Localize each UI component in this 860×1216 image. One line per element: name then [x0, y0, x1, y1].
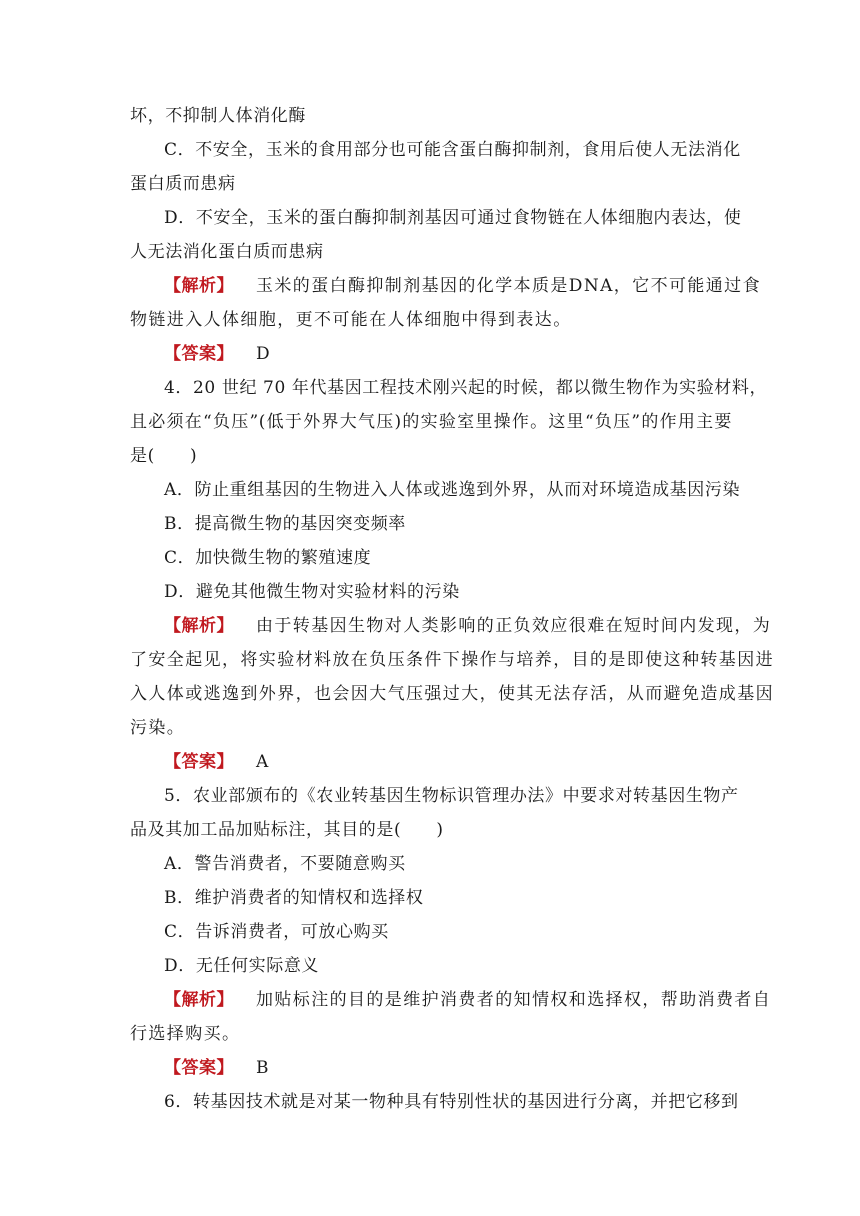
answer-label: 【答案】 [164, 752, 234, 772]
q3-answer-value: D [256, 344, 271, 364]
q4-stem-line2: 且必须在“负压”(低于外界大气压)的实验室里操作。这里“负压”的作用主要 [130, 412, 732, 432]
q5-option-c: C．告诉消费者，可放心购买 [164, 922, 389, 942]
answer-label: 【答案】 [164, 344, 234, 364]
analysis-label: 【解析】 [164, 616, 234, 636]
q6-stem-line1: 6．转基因技术就是对某一物种具有特别性状的基因进行分离，并把它移到 [164, 1092, 739, 1112]
q5-option-d: D．无任何实际意义 [164, 956, 320, 976]
answer-label: 【答案】 [164, 1058, 234, 1078]
q4-option-a: A．防止重组基因的生物进入人体或逃逸到外界，从而对环境造成基因污染 [164, 480, 741, 500]
q4-analysis-line4: 污染。 [130, 718, 186, 738]
q4-analysis-line3: 入人体或逃逸到外界，也会因大气压强过大，使其无法存活，从而避免造成基因 [130, 684, 774, 704]
q5-answer-line [164, 1056, 732, 1080]
analysis-label: 【解析】 [164, 276, 234, 296]
q3-analysis-line1 [164, 274, 761, 298]
q3-option-b-continuation: 坏，不抑制人体消化酶 [130, 106, 306, 126]
q5-stem-line1: 5．农业部颁布的《农业转基因生物标识管理办法》中要求对转基因生物产 [164, 786, 739, 806]
q3-analysis-line2: 物链进入人体细胞，更不可能在人体细胞中得到表达。 [130, 310, 572, 330]
q4-stem-line3: 是( ) [130, 446, 198, 466]
q4-option-c: C．加快微生物的繁殖速度 [164, 548, 372, 568]
q4-option-b: B．提高微生物的基因突变频率 [164, 514, 406, 534]
q5-answer-value: B [256, 1058, 270, 1078]
q5-analysis-line2: 行选择购买。 [130, 1024, 241, 1044]
q5-analysis-line1 [164, 988, 772, 1012]
q4-analysis-line2: 了安全起见，将实验材料放在负压条件下操作与培养，目的是即使这种转基因进 [130, 650, 774, 670]
q3-analysis-text: 玉米的蛋白酶抑制剂基因的化学本质是DNA，它不可能通过食 [256, 276, 761, 296]
q4-option-d: D．避免其他微生物对实验材料的污染 [164, 582, 460, 602]
q5-option-a: A．警告消费者，不要随意购买 [164, 854, 406, 874]
q5-analysis-text: 加贴标注的目的是维护消费者的知情权和选择权，帮助消费者自 [256, 990, 772, 1010]
q3-answer-line [164, 342, 732, 366]
q4-answer-value: A [256, 752, 269, 772]
q3-option-c-line2: 蛋白质而患病 [130, 174, 236, 194]
q4-stem-line1: 4．20 世纪 70 年代基因工程技术刚兴起的时候，都以微生物作为实验材料， [164, 378, 768, 398]
q4-analysis-text: 由于转基因生物对人类影响的正负效应很难在短时间内发现，为 [256, 616, 772, 636]
q3-option-d-line1: D．不安全，玉米的蛋白酶抑制剂基因可通过食物链在人体细胞内表达，使 [164, 208, 742, 228]
q3-option-c-line1: C．不安全，玉米的食用部分也可能含蛋白酶抑制剂，食用后使人无法消化 [164, 140, 741, 160]
q5-option-b: B．维护消费者的知情权和选择权 [164, 888, 424, 908]
q3-option-d-line2: 人无法消化蛋白质而患病 [130, 242, 324, 262]
q4-analysis-line1 [164, 614, 772, 638]
analysis-label: 【解析】 [164, 990, 234, 1010]
q5-stem-line2: 品及其加工品加贴标注，其目的是( ) [130, 820, 444, 840]
q4-answer-line [164, 750, 732, 774]
